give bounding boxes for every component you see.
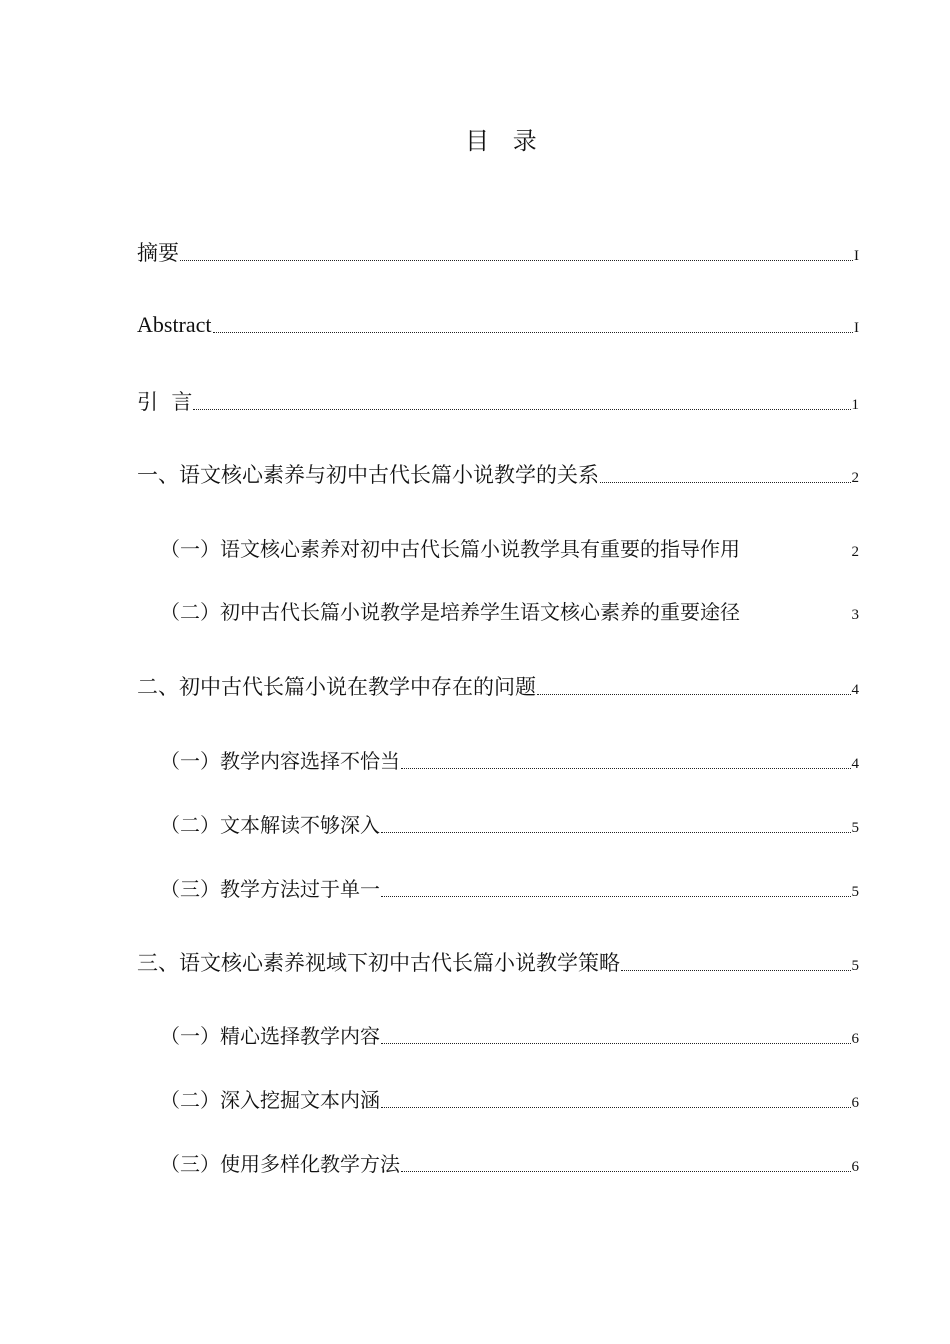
toc-page-number: 5 — [851, 820, 859, 836]
toc-entry-text: 摘要 — [137, 241, 179, 265]
toc-entry-chapter-2[interactable] — [137, 670, 859, 702]
dot-leader — [600, 482, 851, 483]
toc-entry-chapter-3[interactable] — [137, 946, 859, 978]
toc-page-number: 2 — [851, 470, 859, 486]
toc-page-number: 6 — [851, 1095, 859, 1111]
toc-entry-text: 一、语文核心素养与初中古代长篇小说教学的关系 — [137, 463, 599, 487]
dot-leader — [193, 409, 850, 410]
dot-leader — [741, 556, 851, 557]
toc-entry-text: （二）文本解读不够深入 — [160, 813, 380, 837]
dot-leader — [401, 768, 851, 769]
dot-leader — [381, 896, 851, 897]
toc-entry-text: （一）精心选择教学内容 — [160, 1024, 380, 1048]
toc-entry-section-3-1[interactable] — [160, 1019, 859, 1051]
toc-entry-section-1-1[interactable] — [160, 532, 859, 564]
dot-leader — [381, 1043, 851, 1044]
toc-page-number: 1 — [851, 397, 859, 413]
toc-entry-text: 三、语文核心素养视域下初中古代长篇小说教学策略 — [137, 951, 620, 975]
toc-page-number: 5 — [851, 958, 859, 974]
toc-entry-section-2-3[interactable] — [160, 872, 859, 904]
toc-page-number: 4 — [851, 682, 859, 698]
toc-page-number: I — [854, 248, 859, 264]
toc-entry-section-3-2[interactable] — [160, 1083, 859, 1115]
toc-entry-introduction[interactable] — [137, 385, 859, 417]
dot-leader — [621, 970, 851, 971]
toc-entry-text: （二）深入挖掘文本内涵 — [160, 1088, 380, 1112]
toc-entry-section-1-2[interactable] — [160, 595, 859, 627]
toc-entry-text: （三）教学方法过于单一 — [160, 877, 380, 901]
toc-page-number: 5 — [851, 884, 859, 900]
toc-page-number: 2 — [851, 544, 859, 560]
dot-leader — [537, 694, 851, 695]
toc-entry-section-3-3[interactable] — [160, 1147, 859, 1179]
page-title: 目 录 — [465, 127, 545, 155]
toc-page-number: 4 — [851, 756, 859, 772]
toc-entry-chapter-1[interactable] — [137, 458, 859, 490]
dot-leader — [381, 832, 851, 833]
toc-entry-abstract-cn[interactable] — [137, 236, 859, 268]
dot-leader — [401, 1171, 851, 1172]
dot-leader — [180, 260, 853, 261]
toc-entry-text: （三）使用多样化教学方法 — [160, 1152, 400, 1176]
dot-leader — [741, 619, 851, 620]
toc-entry-text: （二）初中古代长篇小说教学是培养学生语文核心素养的重要途径 — [160, 600, 740, 624]
dot-leader — [213, 332, 853, 333]
toc-entry-text: Abstract — [137, 312, 212, 337]
toc-entry-section-2-1[interactable] — [160, 744, 859, 776]
toc-page-number: I — [854, 320, 859, 336]
toc-entry-abstract-en[interactable] — [137, 308, 859, 340]
toc-page-number: 6 — [851, 1031, 859, 1047]
toc-page-number: 3 — [851, 607, 859, 623]
toc-entry-text: 二、初中古代长篇小说在教学中存在的问题 — [137, 675, 536, 699]
toc-entry-text: （一）教学内容选择不恰当 — [160, 749, 400, 773]
dot-leader — [381, 1107, 851, 1108]
toc-page-number: 6 — [851, 1159, 859, 1175]
toc-entry-text: 引 言 — [137, 390, 193, 414]
toc-entry-text: （一）语文核心素养对初中古代长篇小说教学具有重要的指导作用 — [160, 537, 740, 561]
toc-entry-section-2-2[interactable] — [160, 808, 859, 840]
